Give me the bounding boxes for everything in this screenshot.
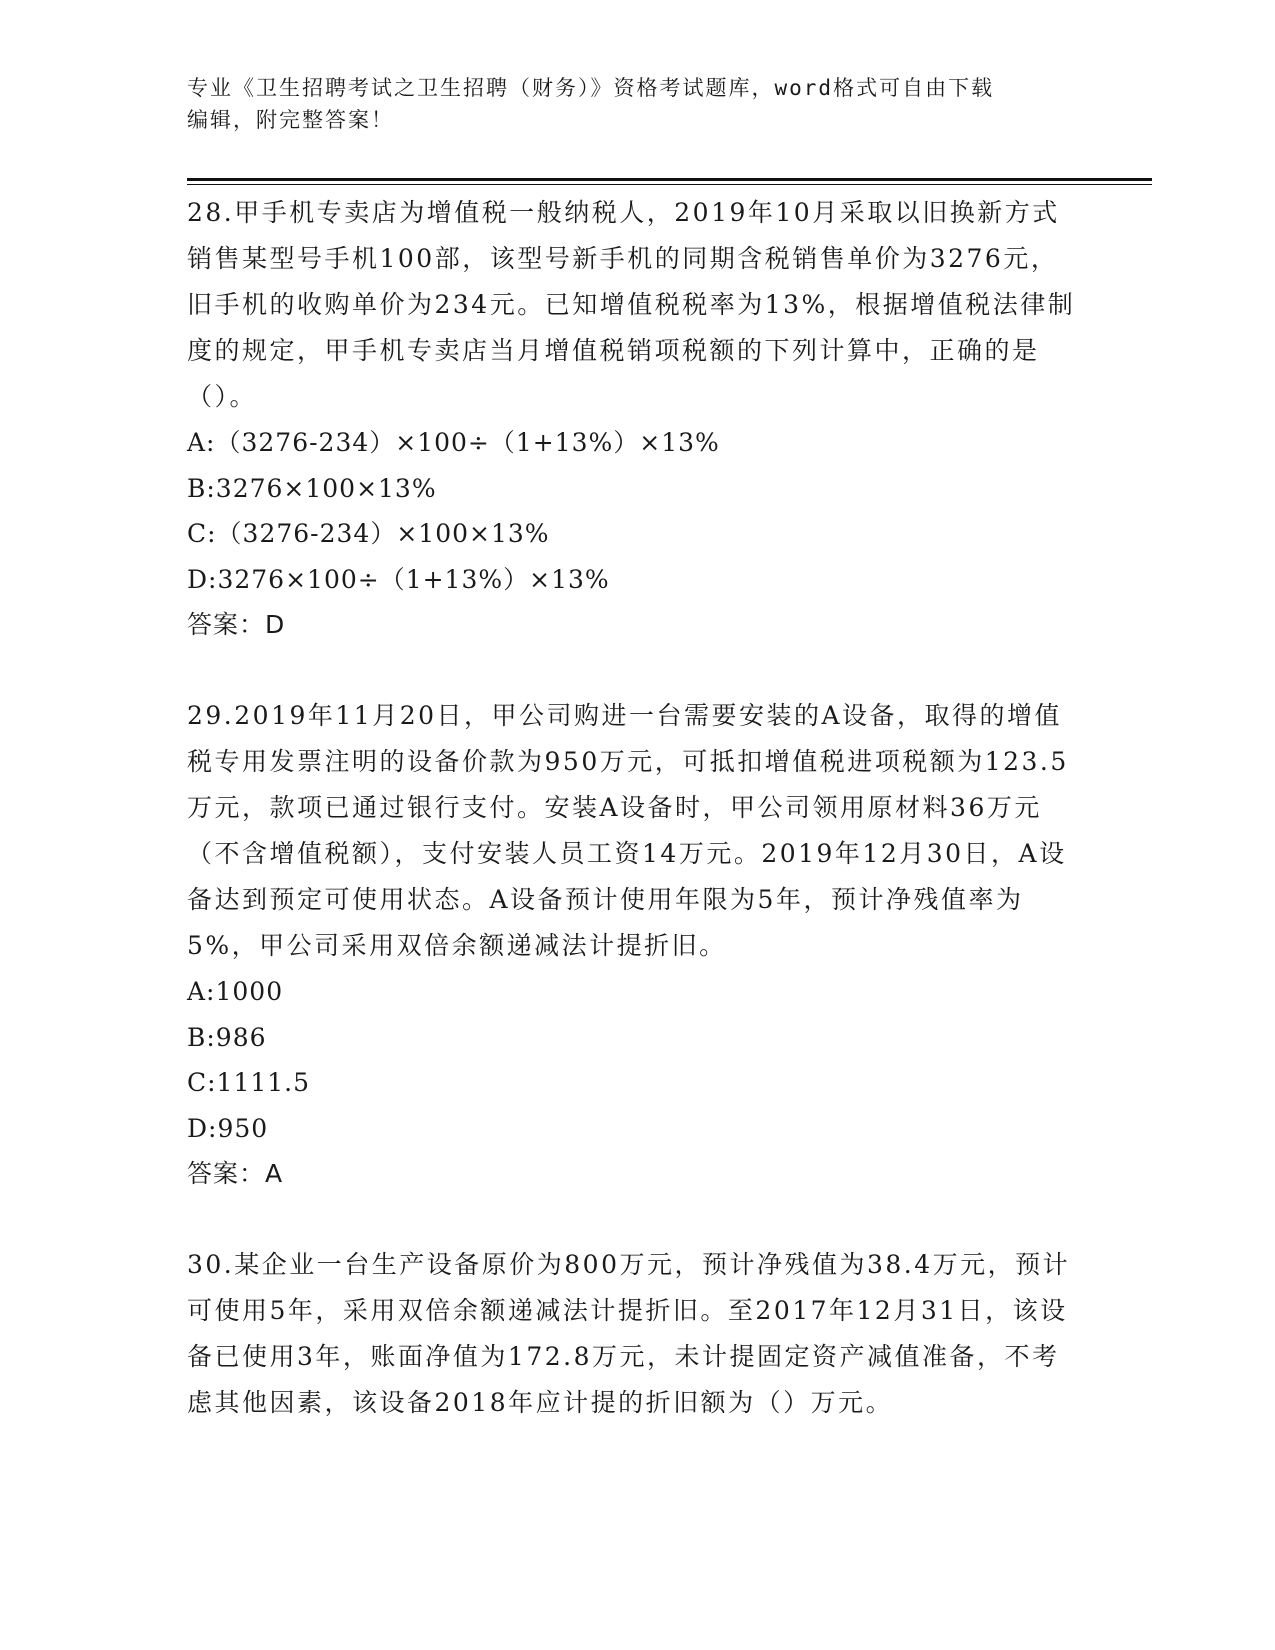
question-text: 30.某企业一台生产设备原价为800万元，预计净残值为38.4万元，预计可使用5年，采用双倍余额递减法计提折旧。至2017年12月31日，该设备已使用3年，账面净值为172.8万元，未计提固定资产减值准备，不考虑其他因素，该设备2018年应计提的折旧额为（）万元。 [187, 1250, 1071, 1417]
document-header [187, 72, 1087, 136]
header-line-1: 专业《卫生招聘考试之卫生招聘（财务）》资格考试题库，word格式可自由下载 [187, 76, 995, 100]
question-text: 28.甲手机专卖店为增值税一般纳税人，2019年10月采取以旧换新方式销售某型号手机100部，该型号新手机的同期含税销售单价为3276元，旧手机的收购单价为234元。已知增值税税率为13%，根据增值税法律制度的规定，甲手机专卖店当月增值税销项税额的下列计算中，正确的是（）。 [187, 198, 1076, 411]
question-30 [187, 1242, 1087, 1426]
answer-label: 答案：A [187, 1159, 284, 1188]
question-29 [187, 693, 1087, 1197]
question-28 [187, 190, 1087, 648]
option-a: A:（3276-234）×100÷（1+13%）×13% [187, 428, 720, 457]
option-a: A:1000 [187, 977, 284, 1006]
option-b: B:986 [187, 1022, 267, 1052]
question-text: 29.2019年11月20日，甲公司购进一台需要安装的A设备，取得的增值税专用发票注明的设备价款为950万元，可抵扣增值税进项税额为123.5万元，款项已通过银行支付。安装A设备时，甲公司领用原材料36万元（不含增值税额），支付安装人员工资14万元。2019年12月30日，A设备达到预定可使用状态。A设备预计使用年限为5年，预计净残值率为5%，甲公司采用双倍余额递减法计提折旧。 [187, 701, 1069, 960]
option-c: C:（3276-234）×100×13% [187, 519, 550, 548]
header-line-2: 编辑，附完整答案！ [187, 108, 394, 132]
question-list [187, 190, 1087, 1426]
option-d: D:3276×100÷（1+13%）×13% [187, 564, 610, 594]
header-divider-thin [187, 184, 1152, 185]
header-divider-thick [187, 178, 1152, 181]
option-c: C:1111.5 [187, 1068, 311, 1097]
option-b: B:3276×100×13% [187, 473, 437, 503]
option-d: D:950 [187, 1113, 269, 1143]
answer-label: 答案：D [187, 610, 286, 639]
